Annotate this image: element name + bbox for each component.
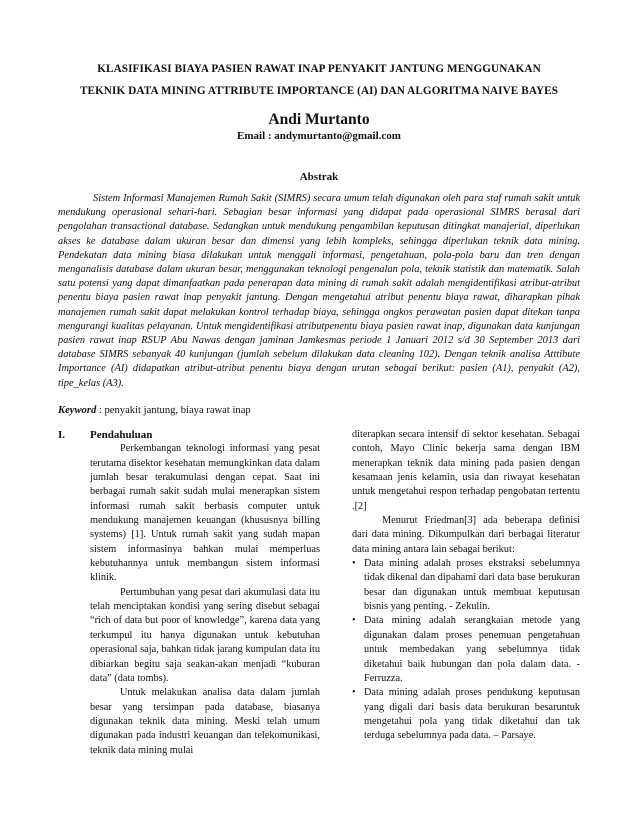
- keywords: [58, 405, 580, 416]
- paragraph: Menurut Friedman[3] ada beberapa definisi dari data mining. Dikumpulkan dari berbagai literatur data mining antara lain sebagai berikut:: [352, 515, 580, 555]
- list-item-text: Data mining adalah proses ekstraksi sebelumnya tidak dikenal dan dipahami dari data base berukuran besar dan digunakan untuk membuat keputusan bisnis yang penting. - Zekulin.: [364, 558, 580, 613]
- section-title: Pendahuluan: [90, 429, 153, 441]
- list-item-text: Data mining adalah proses pendukung keputusan yang digali dari basis data berukuran besaruntuk mengetahui pola yang tidak diketahui dan tak terduga sebelumnya pada data. – Parsaye.: [364, 687, 580, 742]
- list-item-text: Data mining adalah serangkaian metode yang digunakan dalam proses penemuan pengetahuan untuk membedakan yang sebelumnya tidak diketahui baik hubungan dan pola dalam data. - Ferruzza.: [364, 615, 580, 684]
- keyword-text: : penyakit jantung, biaya rawat inap: [96, 405, 251, 416]
- keyword-label: Keyword: [58, 405, 97, 416]
- abstract: [58, 192, 580, 391]
- definition-list: [352, 557, 580, 743]
- list-item: [352, 686, 580, 743]
- paragraph: Pertumbuhan yang pesat dari akumulasi data itu telah menciptakan kondisi yang sering disebut sebagai “rich of data but poor of knowledge”, karena data yang terkumpul itu hanya digunakan untuk kebutuhan operasional saja, bahkan tidak jarang kumpulan data itu dibiarkan begitu saja seakan-akan menjadi “kuburan data” (data tombs).: [90, 586, 320, 684]
- bullet-icon: •: [352, 687, 356, 699]
- left-column: [58, 428, 320, 758]
- left-column-body: [58, 442, 320, 758]
- paper-title-line-2: TEKNIK DATA MINING ATTRIBUTE IMPORTANCE (AI) DAN ALGORITMA NAIVE BAYES: [79, 85, 559, 97]
- bullet-icon: •: [352, 615, 356, 627]
- author-email: Email : andymurtanto@gmail.com: [237, 130, 401, 142]
- paragraph: diterapkan secara intensif di sektor kesehatan. Sebagai contoh, Mayo Clinic bekerja sama dengan IBM menerapkan teknik data mining pada pasien dengan kesamaan jenis kelamin, usia dan riwayat kesehatan untuk mengetahui respon terhadap pengobatan tertentu .[2]: [352, 429, 580, 512]
- paragraph: Untuk melakukan analisa data dalam jumlah besar yang tersimpan pada database, biasanya digunakan teknik data mining. Meski telah umum digunakan pada industri keuangan dan telekomunikasi, teknik data mining mulai: [90, 687, 320, 756]
- list-item: [352, 614, 580, 686]
- paper-title-line-1: KLASIFIKASI BIAYA PASIEN RAWAT INAP PENYAKIT JANTUNG MENGGUNAKAN: [97, 63, 541, 75]
- author-name: Andi Murtanto: [268, 111, 370, 128]
- paragraph: Perkembangan teknologi informasi yang pesat terutama disektor kesehatan memungkinkan data dalam jumlah besar terakumulasi dengan cepat. Saat ini berbagai rumah sakit sudah mulai menerapkan sistem informasi rumah sakit berbasis computer untuk mendukung manajemen keuangan (khususnya billing systems) [1]. Untuk rumah sakit yang sudah mapan sistem informasinya bahkan mulai memperluas kebutuhannya untuk membangun sistem informasi klinik.: [90, 443, 320, 584]
- abstract-heading: Abstrak: [299, 171, 339, 183]
- abstract-text: Sistem Informasi Manajemen Rumah Sakit (SIMRS) secara umum telah digunakan oleh para staf rumah sakit untuk mendukung operasional sehari-hari. Sebagian besar informasi yang didapat pada operasional SIMRS berasal dari pengolahan transactional database. Sedangkan untuk mendukung pengambilan keputusan ditingkat manajerial, diperlukan akses ke database dalam ukuran besar dan dimensi yang lebih kompleks, sehingga diperlukan teknik data mining. Pendekatan data mining biasa dilakukan untuk menggali informasi, pengetahuan, pola-pola baru dan tren dengan menganalisis database dalam ukuran besar, menggunakan teknologi pengenalan pola, teknik statistik dan matematik. Salah satu potensi yang dapat dimanfaatkan pada penerapan data mining di rumah sakit adalah mengidentifikasi atribut-atribut penentu biaya pasien rawat inap penyakit jantung. Dengan mengetahui atribut penentu biaya rawat, diharapkan pihak manajemen rumah sakit dapat melakukan kontrol terhadap biaya, sehingga ongkos perawatan pasien dapat ditekan tanpa mengurangi kualitas pelayanan. Untuk mengidentifikasi atributpenentu biaya pasien rawat inap, digunakan data kunjungan pasien rawat inap RSUP Abu Nawas dengan jaminan Jamkesmas periode 1 Januari 2012 s/d 30 September 2013 dari database SIMRS sebanyak 40 kunjungan (jumlah sebelum dilakukan data cleaning 102). Dengan teknik analisa Atttibute Importance (AI) didapatkan atribut-atribut penentu biaya dengan urutan sebagai berikut: pasien (A1), penyakit (A2), tipe_kelas (A3).: [58, 193, 580, 389]
- bullet-icon: •: [352, 558, 356, 570]
- section-number: I.: [58, 429, 66, 441]
- list-item: [352, 557, 580, 614]
- right-column: [352, 428, 580, 744]
- section-heading: [58, 428, 320, 442]
